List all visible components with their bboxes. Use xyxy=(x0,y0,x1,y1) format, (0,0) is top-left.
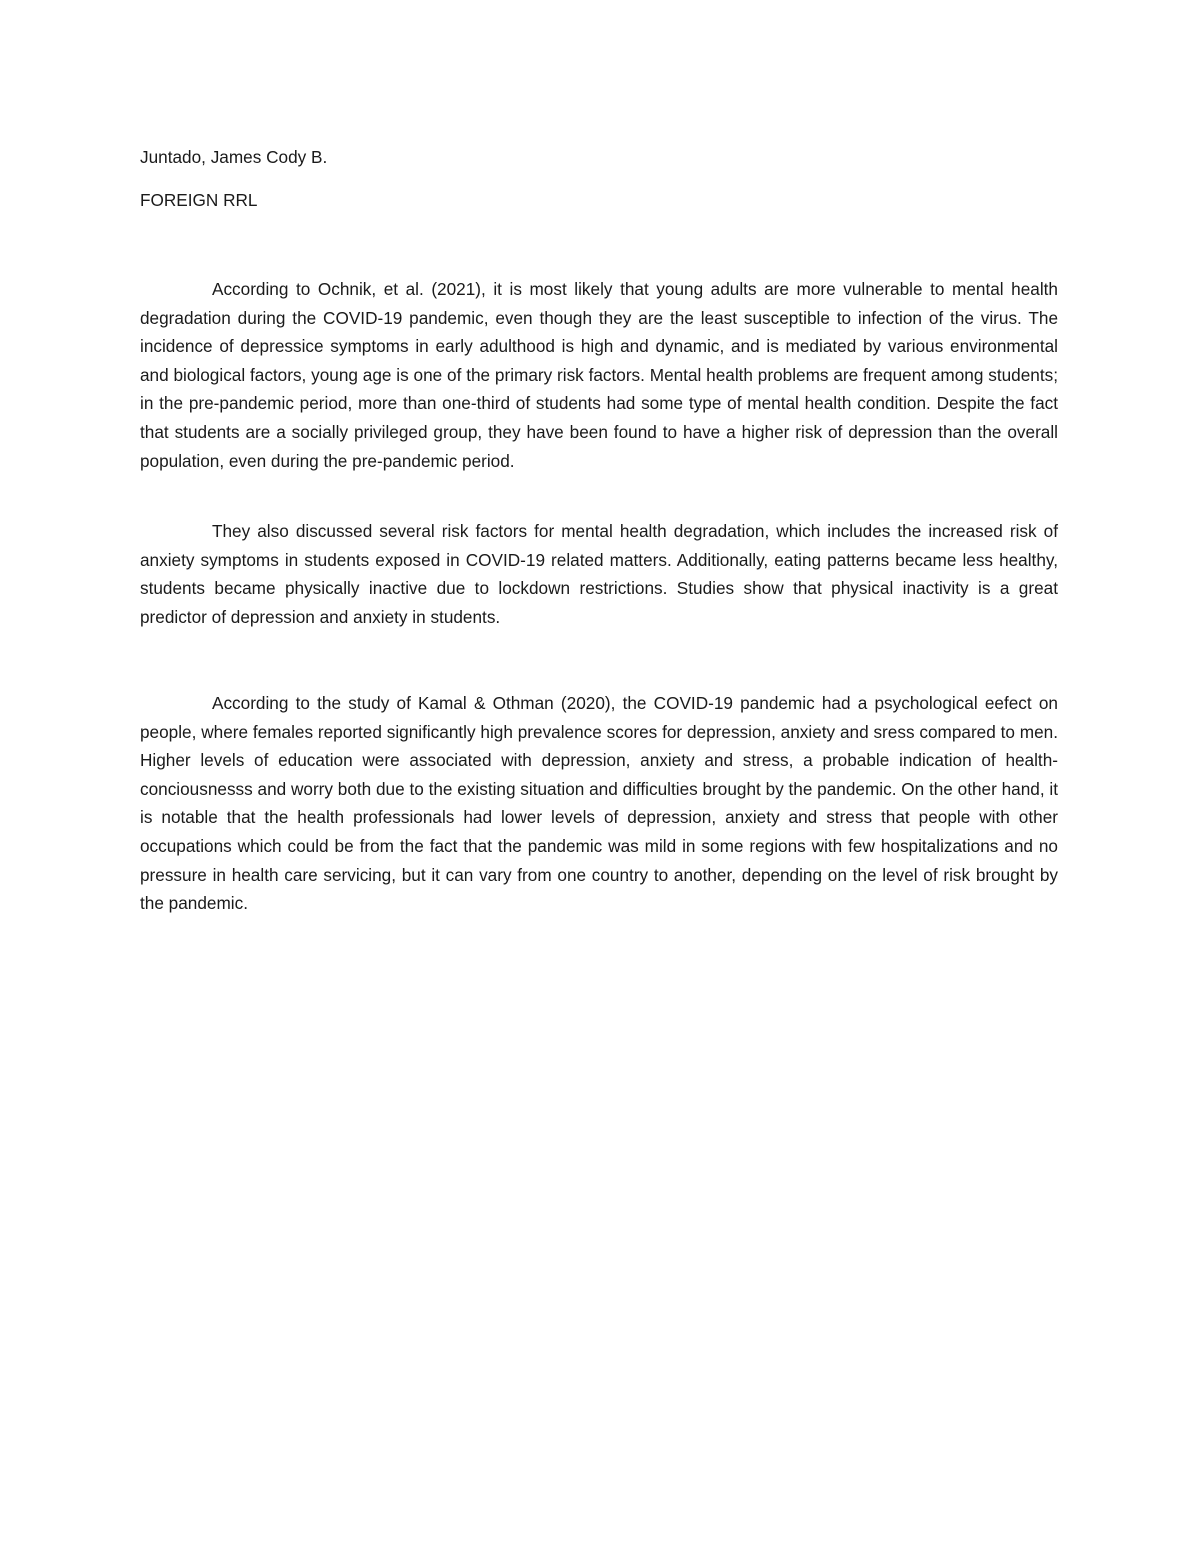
paragraph-2-block xyxy=(140,517,1058,631)
paragraph-3: According to the study of Kamal & Othman (2020), the COVID-19 pandemic had a psychological eefect on people, where females reported significantly high prevalence scores for depression, anxiety and sress compared to men. Higher levels of education were associated with depression, anxiety and stress, a probable indication of health-conciousnesss and worry both due to the existing situation and difficulties brought by the pandemic. On the other hand, it is notable that the health professionals had lower levels of depression, anxiety and stress that people with other occupations which could be from the fact that the pandemic was mild in some regions with few hospitalizations and no pressure in health care servicing, but it can vary from one country to another, depending on the level of risk brought by the pandemic. xyxy=(140,693,1058,914)
paragraph-2: They also discussed several risk factors for mental health degradation, which includes the increased risk of anxiety symptoms in students exposed in COVID-19 related matters. Additionally, eating patterns became less healthy, students became physically inactive due to lockdown restrictions. Studies show that physical inactivity is a great predictor of depression and anxiety in students. xyxy=(140,521,1058,627)
section-label: FOREIGN RRL xyxy=(140,190,258,210)
paragraph-3-block xyxy=(140,689,1058,918)
paragraph-1-block xyxy=(140,275,1058,475)
author-name: Juntado, James Cody B. xyxy=(140,147,328,167)
paragraph-1: According to Ochnik, et al. (2021), it is most likely that young adults are more vulnerable to mental health degradation during the COVID-19 pandemic, even though they are the least susceptible to infection of the virus. The incidence of depressice symptoms in early adulthood is high and dynamic, and is mediated by various environmental and biological factors, young age is one of the primary risk factors. Mental health problems are frequent among students; in the pre-pandemic period, more than one-third of students had some type of mental health condition. Despite the fact that students are a socially privileged group, they have been found to have a higher risk of depression than the overall population, even during the pre-pandemic period. xyxy=(140,279,1058,471)
